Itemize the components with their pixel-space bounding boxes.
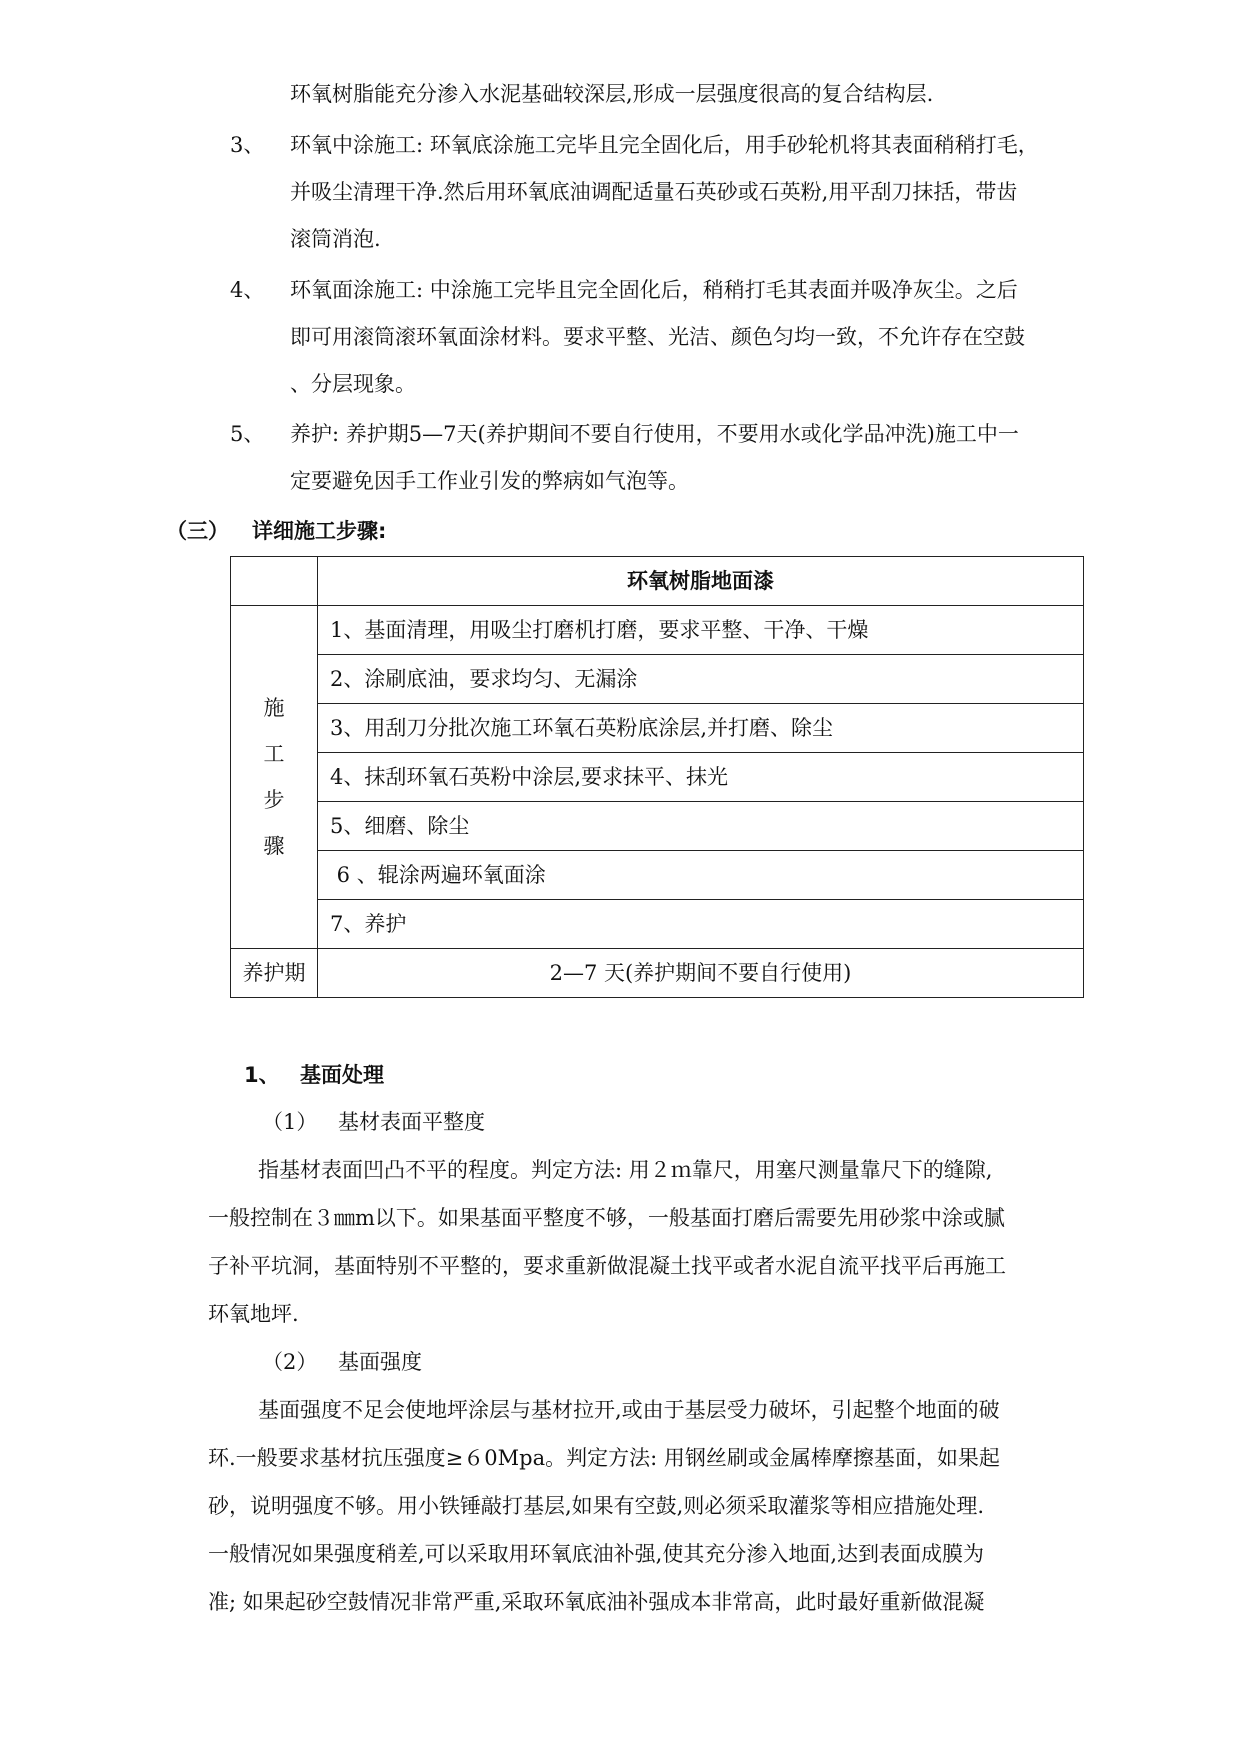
item-number: 3、 (230, 133, 265, 157)
paragraph-line: 环氧地坪. (208, 1302, 299, 1326)
table-row (231, 655, 1084, 704)
section-number: 1、 (244, 1063, 280, 1087)
steps-label-char: 施 (263, 696, 285, 720)
cure-value-cell: 2—7 天(养护期间不要自行使用) (318, 949, 1084, 998)
item-number: 4、 (230, 278, 265, 302)
steps-label-char: 骤 (263, 834, 285, 858)
paragraph-line: 环氧面涂施工: 中涂施工完毕且完全固化后，稍稍打毛其表面并吸净灰尘。之后 (290, 278, 1018, 302)
paragraph-line: 环氧树脂能充分渗入水泥基础较深层,形成一层强度很高的复合结构层. (290, 82, 934, 106)
subsection-title: 基材表面平整度 (338, 1110, 485, 1134)
paragraph-line: 定要避免因手工作业引发的弊病如气泡等。 (290, 469, 689, 493)
table-row (231, 900, 1084, 949)
section-number: （三） (166, 519, 229, 543)
table-row (231, 753, 1084, 802)
steps-label-char: 工 (263, 742, 285, 766)
section-title: 详细施工步骤: (252, 519, 387, 543)
table-row (231, 606, 1084, 655)
section-title: 基面处理 (300, 1063, 384, 1087)
paragraph-line: 养护: 养护期5—7天(养护期间不要自行使用，不要用水或化学品冲洗)施工中一 (290, 422, 1019, 446)
paragraph-line: 即可用滚筒滚环氧面涂材料。要求平整、光洁、颜色匀均一致，不允许存在空鼓 (290, 325, 1025, 349)
paragraph-line: 基面强度不足会使地坪涂层与基材拉开,或由于基层受力破坏，引起整个地面的破 (258, 1398, 1000, 1422)
paragraph-line: 环.一般要求基材抗压强度≥６0Mpa。判定方法: 用钢丝刷或金属棒摩擦基面，如果起 (208, 1446, 1000, 1470)
steps-label-char: 步 (263, 788, 285, 812)
table-row (231, 802, 1084, 851)
step-cell: 7、养护 (318, 900, 1084, 949)
step-cell: 3、用刮刀分批次施工环氧石英粉底涂层,并打磨、除尘 (318, 704, 1084, 753)
step-cell: 2、涂刷底油，要求均匀、无漏涂 (318, 655, 1084, 704)
subsection-number: （1） (262, 1110, 318, 1134)
paragraph-line: 指基材表面凹凸不平的程度。判定方法: 用２ｍ靠尺，用塞尺测量靠尺下的缝隙, (258, 1158, 993, 1182)
item-number: 5、 (230, 422, 265, 446)
paragraph-line: 、分层现象。 (290, 372, 416, 396)
paragraph-line: 一般控制在３㎜m以下。如果基面平整度不够，一般基面打磨后需要先用砂浆中涂或腻 (208, 1206, 1005, 1230)
step-cell: 4、抹刮环氧石英粉中涂层,要求抹平、抹光 (318, 753, 1084, 802)
subsection-title: 基面强度 (338, 1350, 422, 1374)
steps-label-cell (231, 606, 318, 949)
construction-steps-table (230, 556, 1084, 998)
paragraph-line: 子补平坑洞，基面特别不平整的，要求重新做混凝土找平或者水泥自流平找平后再施工 (208, 1254, 1006, 1278)
table-corner-cell (231, 557, 318, 606)
table-row (231, 704, 1084, 753)
table-header-row (231, 557, 1084, 606)
step-cell: 6 、辊涂两遍环氧面涂 (318, 851, 1084, 900)
paragraph-line: 一般情况如果强度稍差,可以采取用环氧底油补强,使其充分渗入地面,达到表面成膜为 (208, 1542, 985, 1566)
subsection-number: （2） (262, 1350, 318, 1374)
cure-label-cell: 养护期 (231, 949, 318, 998)
step-cell: 1、基面清理，用吸尘打磨机打磨，要求平整、干净、干燥 (318, 606, 1084, 655)
table-header-cell: 环氧树脂地面漆 (318, 557, 1084, 606)
paragraph-line: 环氧中涂施工: 环氧底涂施工完毕且完全固化后，用手砂轮机将其表面稍稍打毛， (290, 133, 1039, 157)
step-cell: 5、细磨、除尘 (318, 802, 1084, 851)
paragraph-line: 准; 如果起砂空鼓情况非常严重,采取环氧底油补强成本非常高，此时最好重新做混凝 (208, 1590, 985, 1614)
paragraph-line: 并吸尘清理干净.然后用环氧底油调配适量石英砂或石英粉,用平刮刀抹括，带齿 (290, 180, 1018, 204)
table-row (231, 949, 1084, 998)
paragraph-line: 砂，说明强度不够。用小铁锤敲打基层,如果有空鼓,则必须采取灌浆等相应措施处理. (208, 1494, 985, 1518)
table-row (231, 851, 1084, 900)
paragraph-line: 滚筒消泡. (290, 227, 381, 251)
